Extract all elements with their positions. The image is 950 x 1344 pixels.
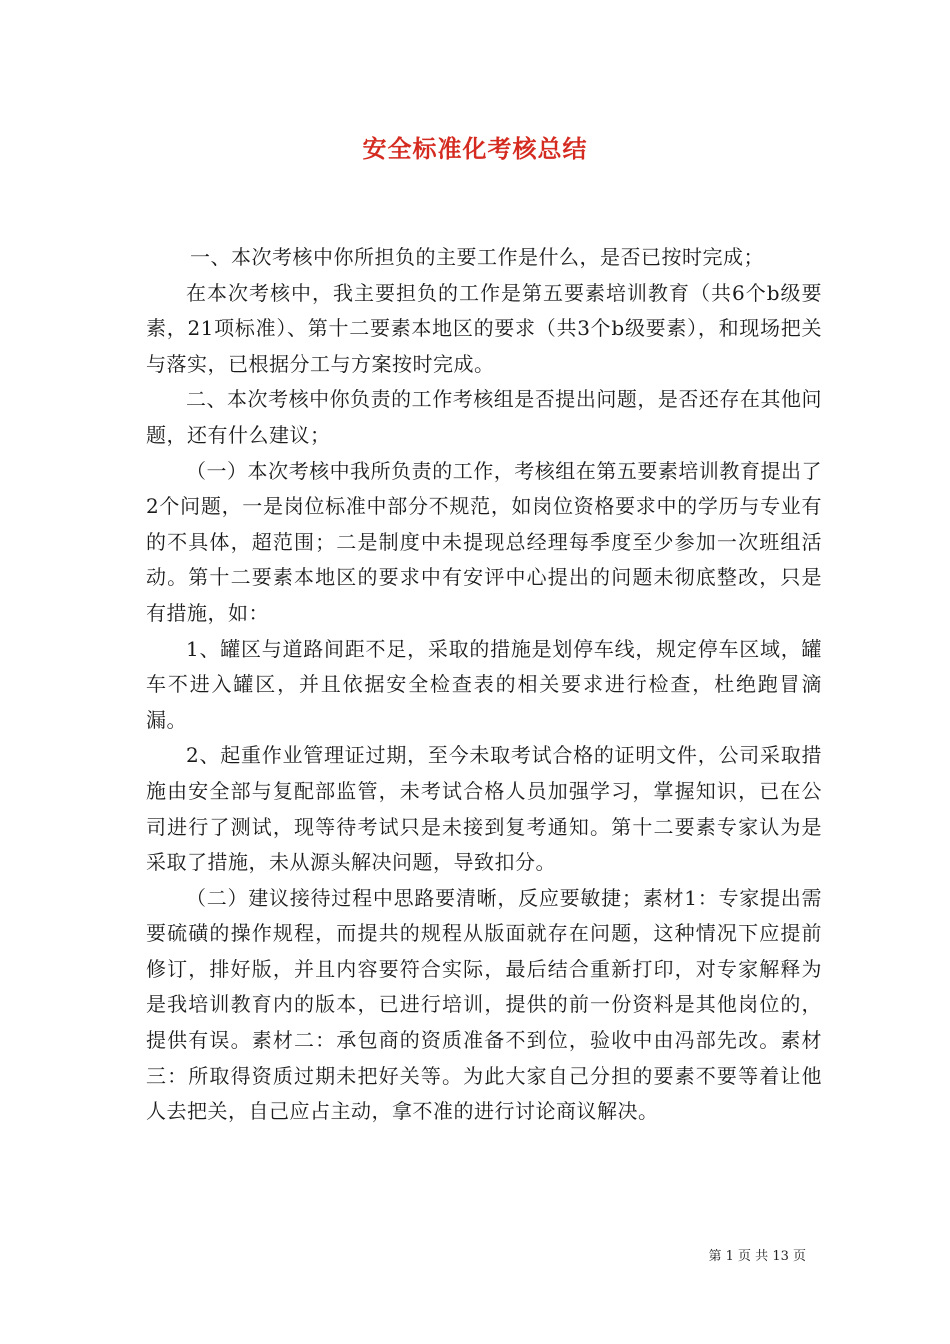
paragraph-item-2: 2、起重作业管理证过期，至今未取考试合格的证明文件，公司采取措施由安全部与复配部监管，未考试合格人员加强学习，掌握知识，已在公司进行了测试，现等待考试只是未接到复考通知。第十二要素专家认为是采取了措施，未从源头解决问题，导致扣分。 [146, 743, 822, 875]
document-title: 安全标准化考核总结 [362, 134, 588, 163]
section-heading-1: 一、本次考核中你所担负的主要工作是什么，是否已按时完成； [190, 245, 764, 269]
page-number-footer: 第 1 页 共 13 页 [708, 1249, 806, 1264]
paragraph-item-1: 1、罐区与道路间距不足，采取的措施是划停车线，规定停车区域，罐车不进入罐区，并且依据安全检查表的相关要求进行检查，杜绝跑冒滴漏。 [146, 636, 822, 732]
paragraph-subsection-2: （二）建议接待过程中思路要清晰，反应要敏捷；素材1：专家提出需要硫磺的操作规程，而提共的规程从版面就存在问题，这种情况下应提前修订，排好版，并且内容要符合实际，最后结合重新打印，对专家解释为是我培训教育内的版本，已进行培训，提供的前一份资料是其他岗位的，提供有误。素材二：承包商的资质准备不到位，验收中由冯部先改。素材三：所取得资质过期未把好关等。为此大家自己分担的要素不要等着让他人去把关，自己应占主动，拿不准的进行讨论商议解决。 [146, 885, 822, 1124]
paragraph-answer-1: 在本次考核中，我主要担负的工作是第五要素培训教育（共6个b级要素，21项标准）、第十二要素本地区的要求（共3个b级要素），和现场把关与落实，已根据分工与方案按时完成。 [146, 280, 822, 376]
section-heading-2: 二、本次考核中你负责的工作考核组是否提出问题，是否还存在其他问题，还有什么建议； [146, 387, 822, 447]
paragraph-subsection-1: （一）本次考核中我所负责的工作，考核组在第五要素培训教育提出了2个问题，一是岗位标准中部分不规范，如岗位资格要求中的学历与专业有的不具体，超范围；二是制度中未提现总经理每季度至少参加一次班组活动。第十二要素本地区的要求中有安评中心提出的问题未彻底整改，只是有措施，如： [146, 458, 822, 625]
document-body [146, 240, 822, 1130]
